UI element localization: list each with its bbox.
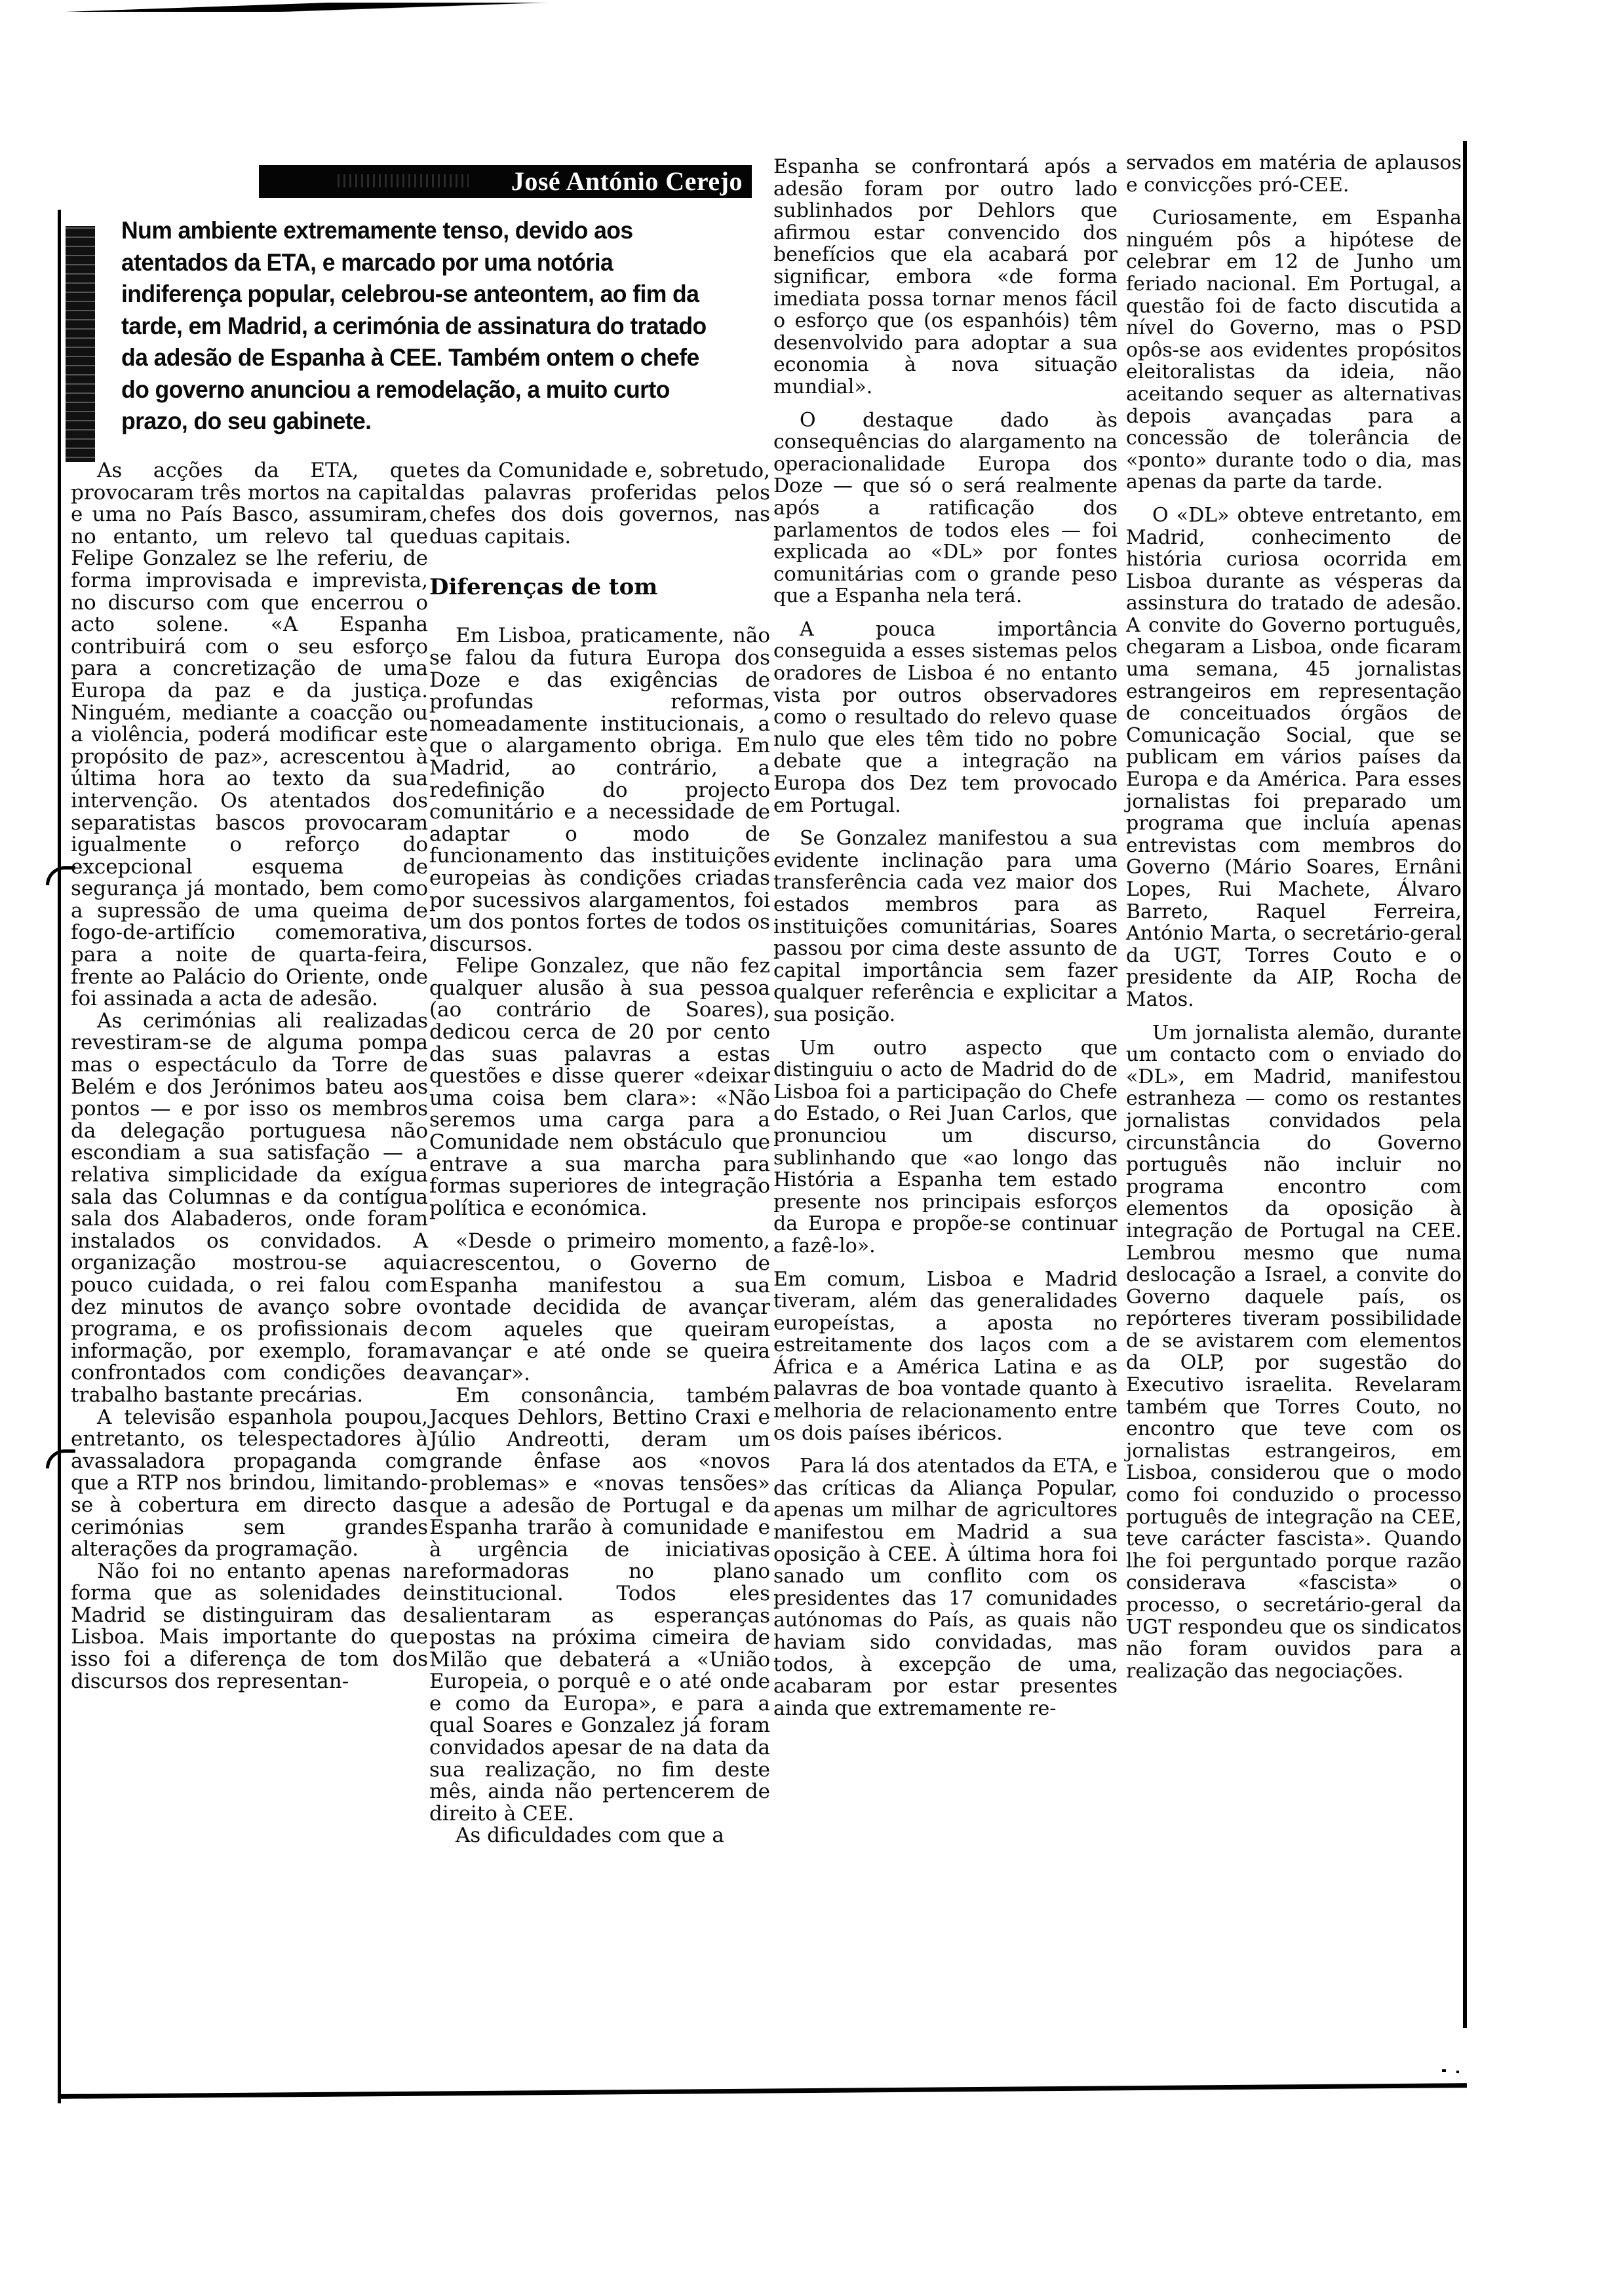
paragraph: Se Gonzalez manifestou a sua evidente inclinação para uma transferência cada vez maior dos estados membros para as instituições comunitárias, Soares passou por cima deste assunto de capital importância sem fazer qualquer referência e explicitar a sua posição. xyxy=(773,827,1118,1026)
paragraph: A televisão espanhola poupou, entretanto, os telespectadores à avassaladora propaganda com que a RTP nos brindou, limitando-se à cobertura em directo das cerimónias sem grandes alterações da programação. xyxy=(71,1405,428,1561)
paragraph: Felipe Gonzalez, que não fez qualquer alusão à sua pessoa (ao contrário de Soares), dedicou cerca de 20 por cento das suas palavras a estas questões e disse querer «deixar uma coisa bem clara»: «Não seremos uma carga para a Comunidade nem obstáculo que entrave a sua marcha para formas superiores de integração política e económica. xyxy=(429,954,770,1220)
paragraph: Não foi no entanto apenas na forma que as solenidades de Madrid se distinguiram das de Lisboa. Mais importante do que isso foi a diferença de tom dos discursos dos representan- xyxy=(71,1559,428,1693)
byline-texture xyxy=(338,174,469,187)
paragraph: Um outro aspecto que distinguiu o acto de Madrid do de Lisboa foi a participação do Chefe do Estado, o Rei Juan Carlos, que pronunciou um discurso, sublinhando que «ao longo das História a Espanha tem estado presente nos principais esforços da Europa e propõe-se continuar a fazê-lo». xyxy=(773,1036,1118,1257)
article-column-2 xyxy=(429,460,770,1847)
byline-bar xyxy=(259,165,752,198)
section-subheading: Diferenças de tom xyxy=(429,574,658,601)
column-rule-right xyxy=(1463,141,1467,2028)
scan-speck xyxy=(1456,2071,1459,2073)
frame-rule-bottom xyxy=(58,2083,1467,2099)
paragraph: Em consonância, também Jacques Dehlors, Bettino Craxi e Júlio Andreotti, deram um grande ênfase aos «novos problemas» e «novas tensões» que a adesão de Portugal e da Espanha trarão à comunidade e à urgência de iniciativas reformadoras no plano institucional. Todos eles salientaram as esperanças postas na próxima cimeira de Milão que debaterá a «União Europeia, o porquê e o até onde e como da Europa», e para a qual Soares e Gonzalez já foram convidados apesar de na data da sua realização, no fim deste mês, ainda não pertencerem de direito à CEE. xyxy=(429,1383,770,1826)
paragraph: O destaque dado às consequências do alargamento na operacionalidade Europa dos Doze — que só o será realmente após a ratificação dos parlamentos de todos eles — foi explicada ao «DL» por fontes comunitárias com o grande peso que a Espanha nela terá. xyxy=(773,408,1118,608)
author-name: José António Cerejo xyxy=(511,166,743,196)
article-column-1 xyxy=(71,460,428,1693)
frame-rule-left xyxy=(58,210,61,2103)
paragraph: A pouca importância conseguida a esses sistemas pelos oradores de Lisboa é no entanto vista por outros observadores como o resultado do relevo quase nulo que eles têm tido no pobre debate que a integração na Europa dos Dez tem provocado em Portugal. xyxy=(773,617,1118,817)
paragraph: As cerimónias ali realizadas revestiram-se de alguma pompa mas o espectáculo da Torre de Belém e dos Jerónimos bateu aos pontos — e por isso os membros da delegação portuguesa não escondiam a sua satisfação — a relativa simplicidade da exígua sala das Columnas e da contígua sala dos Alabaderos, onde foram instalados os convidados. A organização mostrou-se aqui pouco cuidada, o rei falou com dez minutos de avanço sobre o programa, e os profissionais de informação, por exemplo, foram confrontados com condições de trabalho bastante precárias. xyxy=(71,1008,428,1407)
paragraph: Em Lisboa, praticamente, não se falou da futura Europa dos Doze e das exigências de profundas reformas, nomeadamente institucionais, a que o alargamento obriga. Em Madrid, ao contrário, a redefinição do projecto comunitário e a necessidade de adaptar o modo de funcionamento das instituições europeias às condições criadas por sucessivos alargamentos, foi um dos pontos fortes de todos os discursos. xyxy=(429,624,770,956)
paragraph: Em comum, Lisboa e Madrid tiveram, além das generalidades europeístas, a aposta no estreitamente dos laços com a África e a América Latina e as palavras de boa vontade quanto à melhoria de relacionamento entre os dois países ibéricos. xyxy=(773,1267,1118,1445)
lead-decorative-bar xyxy=(66,226,95,462)
article-column-3 xyxy=(773,156,1118,1719)
scan-speck xyxy=(1442,2069,1446,2072)
paragraph-continued: Espanha se confrontará após a adesão foram por outro lado sublinhados por Dehlors que afirmou estar convencido dos benefícios que ela acabará por significar, embora «de forma imediata possa tornar menos fácil o esforço que (os espanhóis) têm desenvolvido para adoptar a sua economia à nova situação mundial». xyxy=(773,155,1118,398)
paragraph: As dificuldades com que a xyxy=(456,1824,724,1848)
paragraph-continued: servados em matéria de aplausos e convicções pró-CEE. xyxy=(1126,151,1462,197)
paragraph: Para lá dos atentados da ETA, e das críticas da Aliança Popular, apenas um milhar de agricultores manifestou em Madrid a sua oposição à CEE. À última hora foi sanado um conflito com os presidentes das 17 comunidades autónomas do País, as quais não haviam sido convidadas, mas todos, à excepção de uma, acabaram por estar presentes ainda que extremamente re- xyxy=(773,1455,1118,1720)
article-column-4 xyxy=(1126,152,1462,1682)
lead-paragraph: Num ambiente extremamente tenso, devido aos atentados da ETA, e marcado por uma notória indiferença popular, celebrou-se anteontem, ao fim da tarde, em Madrid, a cerimónia de assinatura do tratado da adesão de Espanha à CEE. Também ontem o chefe do governo anunciou a remodelação, a muito curto prazo, do seu gabinete. xyxy=(121,217,707,434)
scan-edge-mark xyxy=(0,3,662,12)
paragraph: «Desde o primeiro momento, acrescentou, o Governo de Espanha manifestou a sua vontade decidida de avançar com aqueles que queiram avançar e até onde se queira avançar». xyxy=(429,1229,770,1385)
paragraph: Curiosamente, em Espanha ninguém pôs a hipótese de celebrar em 12 de Junho um feriado nacional. Em Portugal, a questão foi de facto discutida a nível do Governo, mas o PSD opôs-se aos evidentes propósitos eleitoralistas da ideia, não aceitando sequer as alternativas depois avançadas para a concessão de tolerância de «ponto» durante todo o dia, mas apenas da parte da tarde. xyxy=(1126,206,1462,494)
paragraph: Um jornalista alemão, durante um contacto com o enviado do «DL», em Madrid, manifestou estranheza — como os restantes jornalistas convidados pela circunstância do Governo português não incluir no programa encontro com elementos da oposição à integração de Portugal na CEE. Lembrou mesmo que numa deslocação a Israel, a convite do Governo daquele país, os repórteres tiveram possibilidade de se avistarem com elementos da OLP, por sugestão do Executivo israelita. Revelaram também que Torres Couto, no encontro que teve com os jornalistas estrangeiros, em Lisboa, considerou que o modo como foi conduzido o processo português de integração na CEE, teve carácter fascista». Quando lhe foi perguntado porque razão considerava «fascista» o processo, o secretário-geral da UGT respondeu que os sindicatos não foram ouvidos para a realização das negociações. xyxy=(1126,1021,1462,1683)
paragraph: As acções da ETA, que provocaram três mortos na capital e uma no País Basco, assumiram, no entanto, um relevo tal que Felipe Gonzalez se lhe referiu, de forma improvisada e imprevista, no discurso com que encerrou o acto solene. «A Espanha contribuirá com o seu esforço para a concretização de uma Europa da paz e da justiça. Ninguém, mediante a coacção ou a violência, poderá modificar este propósito de paz», acrescentou à última hora ao texto da sua intervenção. Os atentados dos separatistas bascos provocaram igualmente o reforço do excepcional esquema de segurança já montado, bem como a supressão de uma queima de fogo-de-artifício comemorativa, para a noite de quarta-feira, frente ao Palácio do Oriente, onde foi assinada a acta de adesão. xyxy=(71,459,428,1011)
paragraph: O «DL» obteve entretanto, em Madrid, conhecimento de história curiosa ocorrida em Lisboa durante as vésperas da assinstura do tratado de adesão. A convite do Governo português, chegaram a Lisboa, onde ficaram uma semana, 45 jornalistas estrangeiros em representação de conceituados órgãos de Comunicação Social, que se publicam em vários países da Europa e da América. Para esses jornalistas foi preparado um programa que incluía apenas entrevistas com membros do Governo (Mário Soares, Ernâni Lopes, Rui Machete, Álvaro Barreto, Raquel Ferreira, António Marta, o secretário-geral da UGT, Torres Couto e o presidente da AIP, Rocha de Matos. xyxy=(1126,503,1462,1011)
paragraph-continued: tes da Comunidade e, sobretudo, das palavras proferidas pelos chefes dos dois governos, nas duas capitais. xyxy=(429,459,770,548)
